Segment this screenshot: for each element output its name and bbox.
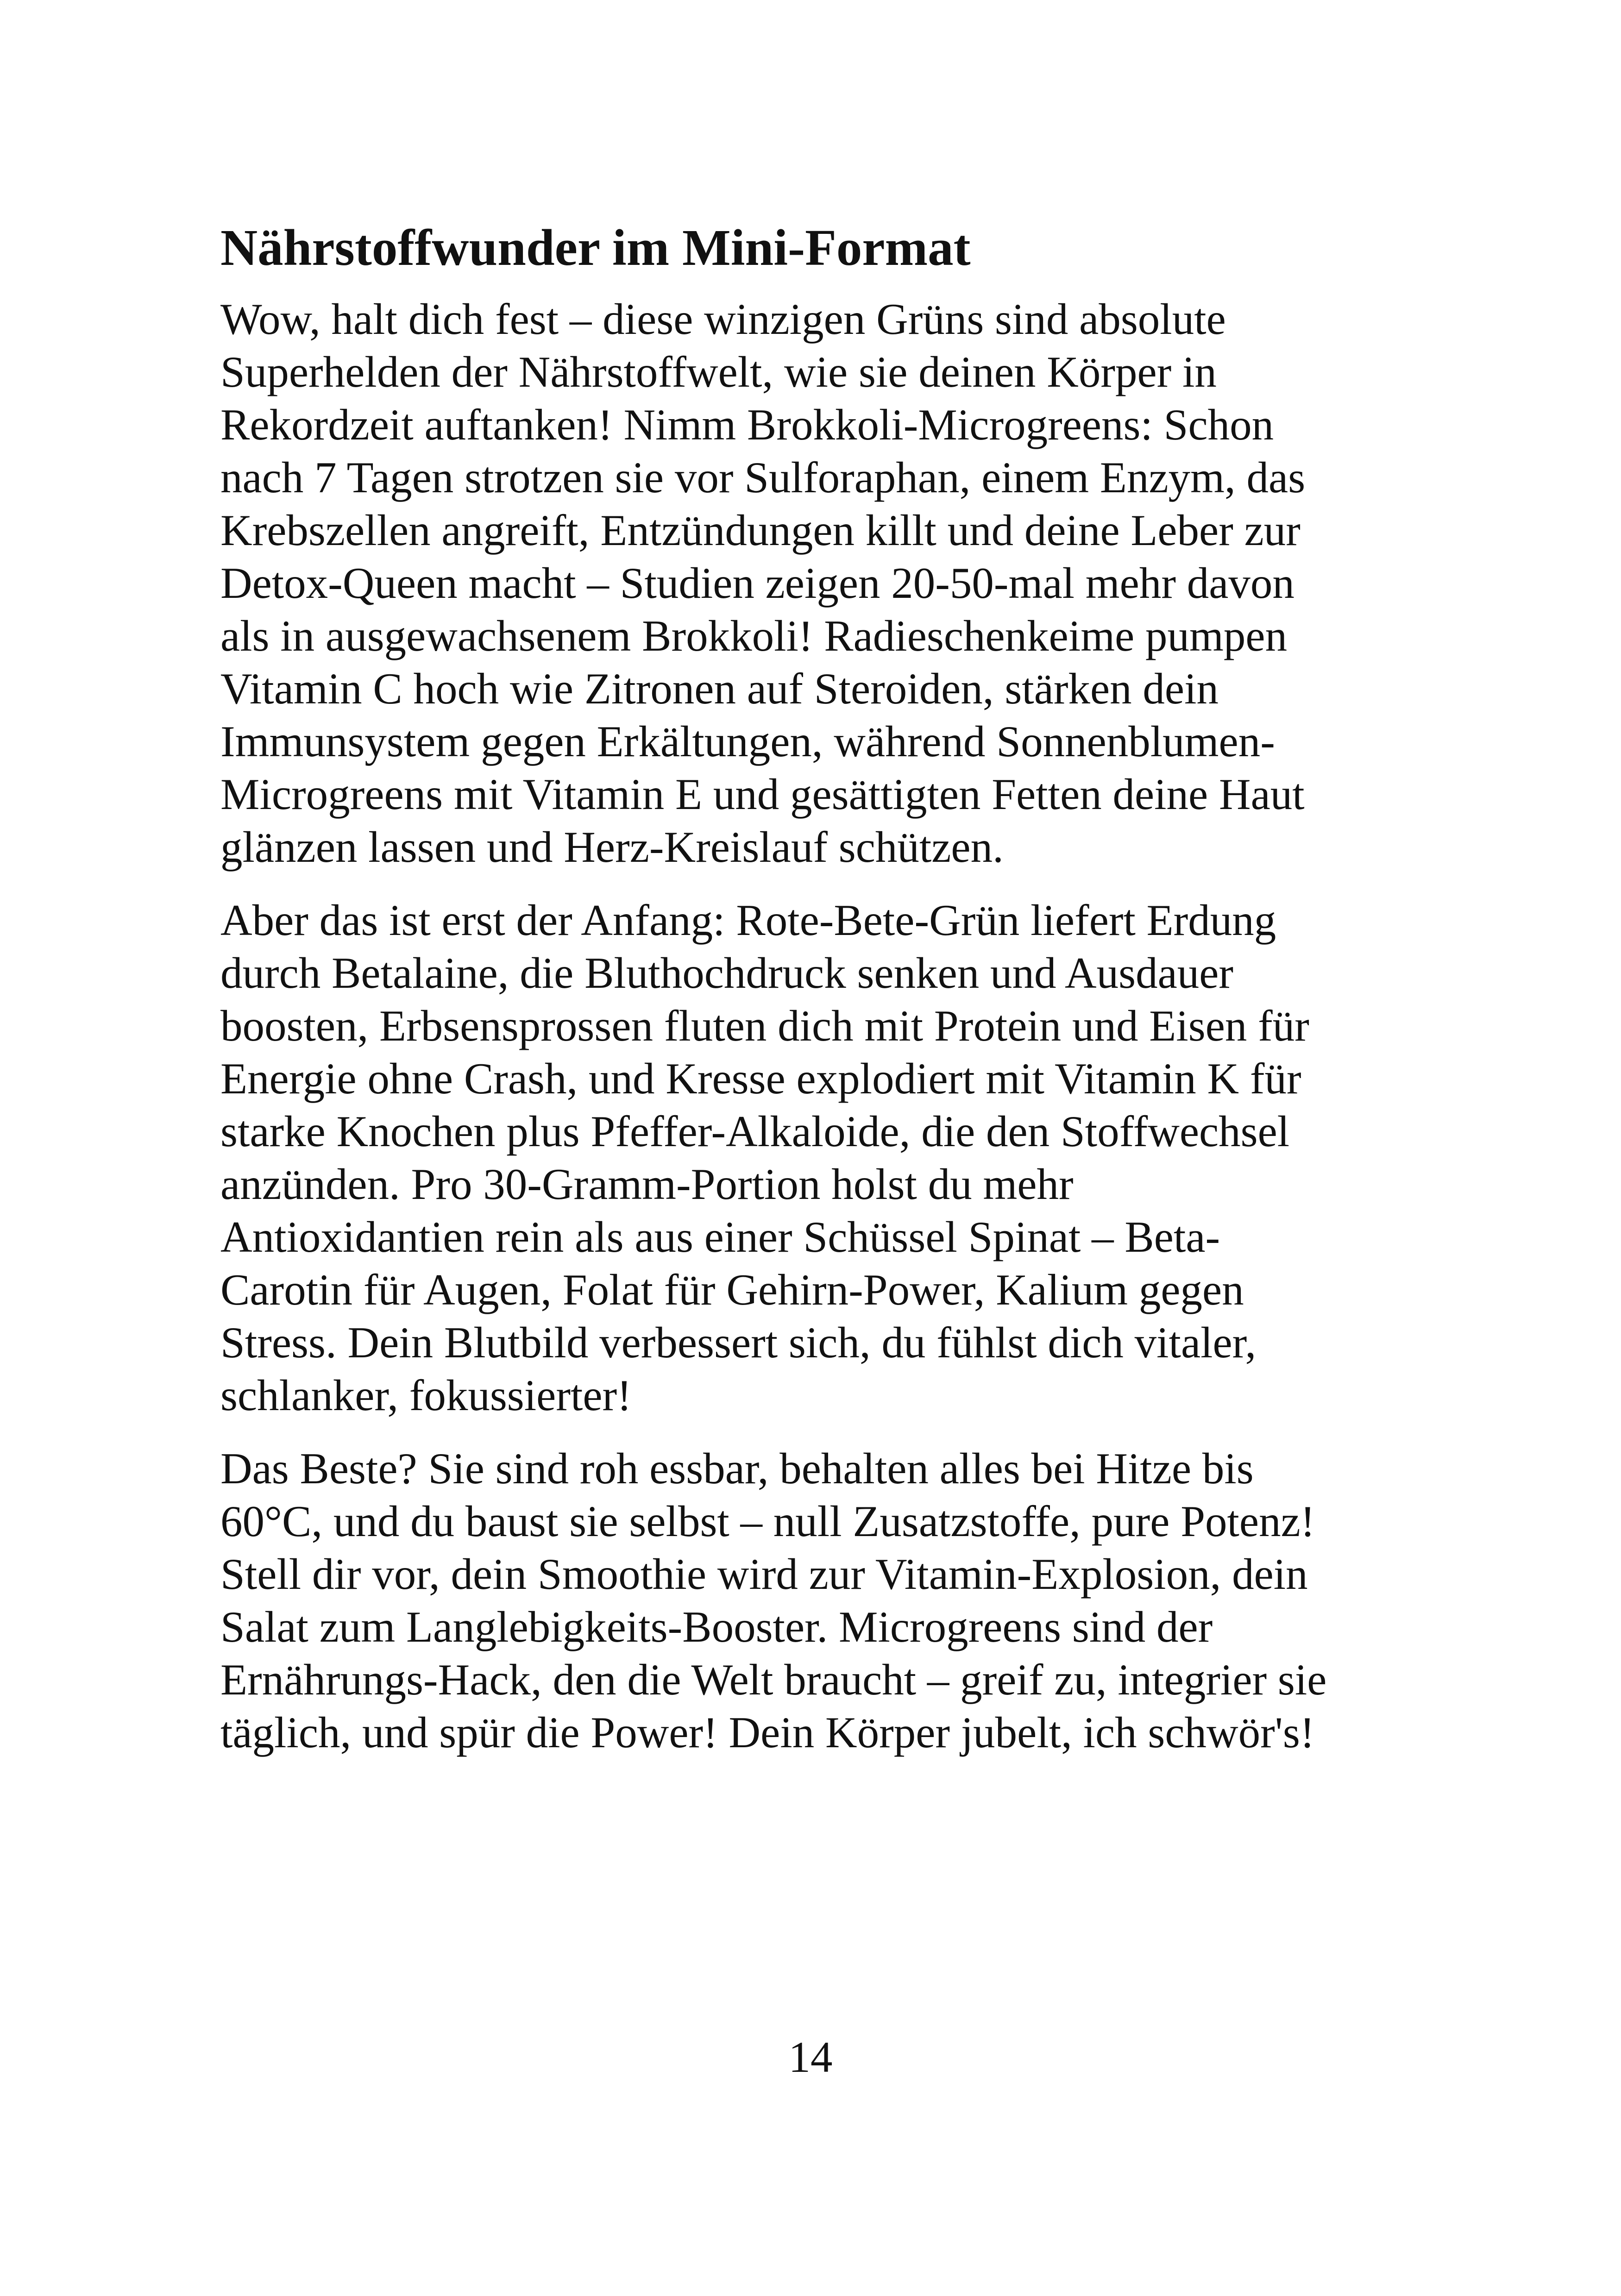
- paragraph-2: Aber das ist erst der Anfang: Rote-Bete-Grün liefert Erdung durch Betalaine, die Bluthochdruck senken und Ausdauer boosten, Erbsensprossen fluten dich mit Protein und Eisen für Energie ohne Crash, und Kresse explodiert mit Vitamin K für starke Knochen plus Pfeffer-Alkaloide, die den Stoffwechsel anzünden. Pro 30-Gramm-Portion holst du mehr Antioxidantien rein als aus einer Schüssel Spinat – Beta- Carotin für Augen, Folat für Gehirn-Power, Kalium gegen Stress. Dein Blutbild verbessert sich, du fühlst dich vitaler, schlanker, fokussierter!: [220, 896, 1309, 1420]
- section-heading: Nährstoffwunder im Mini-Format: [220, 220, 971, 276]
- paragraph-3: Das Beste? Sie sind roh essbar, behalten alles bei Hitze bis 60°C, und du baust sie selbst – null Zusatzstoffe, pure Potenz! Stell dir vor, dein Smoothie wird zur Vitamin-Explosion, dein Salat zum Langlebigkeits-Booster. Microgreens sind der Ernährungs-Hack, den die Welt braucht – greif zu, integrier sie täglich, und spür die Power! Dein Körper jubelt, ich schwör's!: [220, 1444, 1327, 1757]
- paragraph-1: Wow, halt dich fest – diese winzigen Grüns sind absolute Superhelden der Nährstoffwelt, wie sie deinen Körper in Rekordzeit auftanken! Nimm Brokkoli-Microgreens: Schon nach 7 Tagen strotzen sie vor Sulforaphan, einem Enzym, das Krebszellen angreift, Entzündungen killt und deine Leber zur Detox-Queen macht – Studien zeigen 20-50-mal mehr davon als in ausgewachsenem Brokkoli! Radieschenkeime pumpen Vitamin C hoch wie Zitronen auf Steroiden, stärken dein Immunsystem gegen Erkältungen, während Sonnenblumen- Microgreens mit Vitamin E und gesättigten Fetten deine Haut glänzen lassen und Herz-Kreislauf schützen.: [220, 295, 1306, 872]
- page-number: 14: [788, 2033, 833, 2082]
- page-content: [220, 217, 1406, 1779]
